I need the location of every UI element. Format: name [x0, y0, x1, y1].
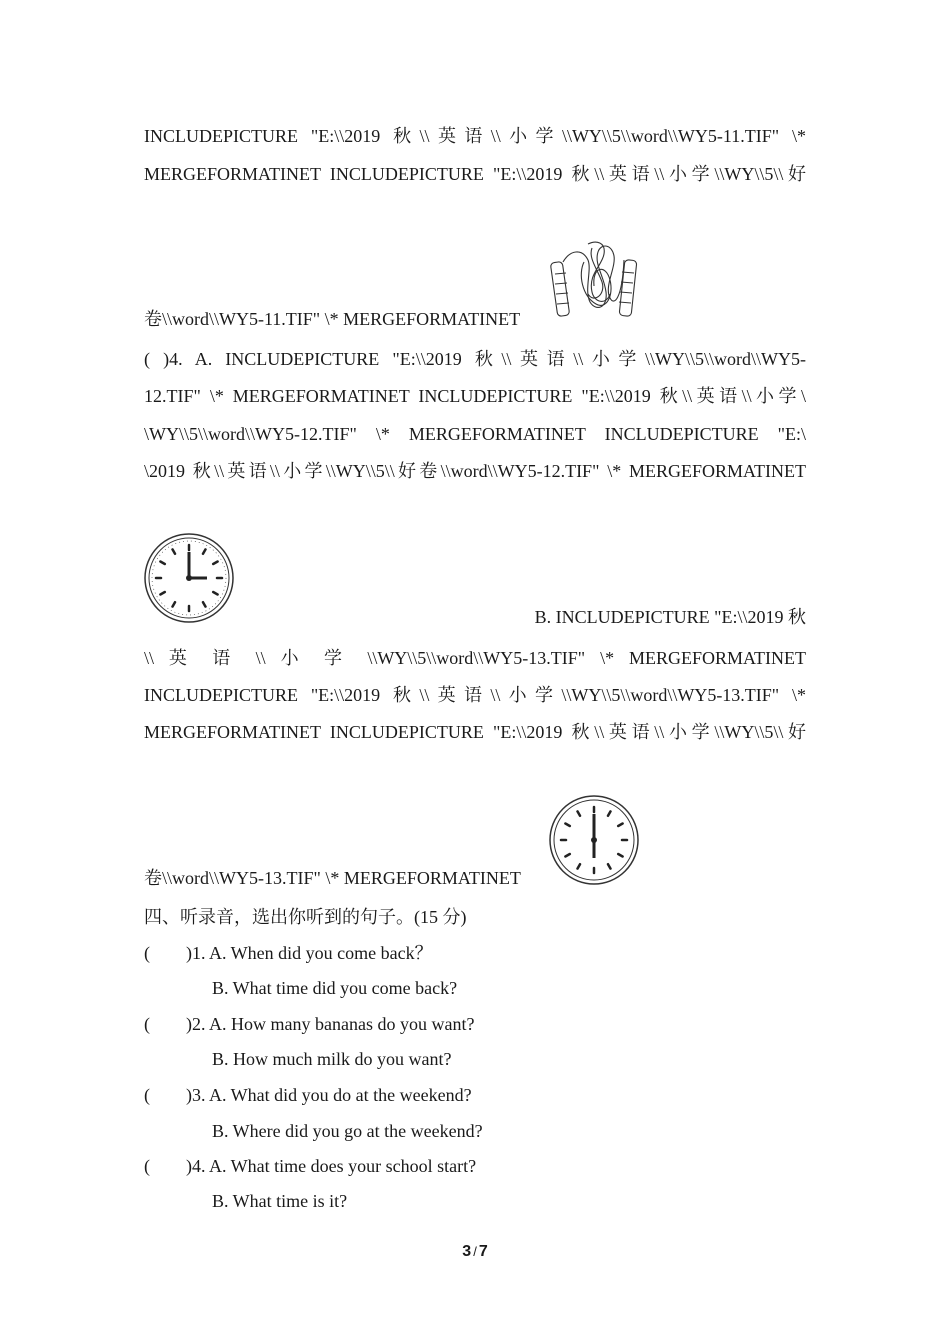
text-line: MERGEFORMATINET INCLUDEPICTURE "E:\\2019 秋\\英语\\小学\\WY\\5\\好: [144, 722, 806, 742]
text-line: \2019 秋\\英语\\小学\\WY\\5\\好卷\\word\\WY5-12.TIF" \* MERGEFORMATINET: [144, 461, 806, 481]
answer-blank: ( )3.: [144, 1085, 209, 1105]
answer-blank: ( )1.: [144, 943, 209, 963]
answer-blank: ( )4.: [144, 1156, 209, 1176]
question-3-option-b: B. Where did you go at the weekend?: [212, 1121, 483, 1141]
text-line: 卷\\word\\WY5-13.TIF" \* MERGEFORMATINET: [144, 868, 521, 888]
total-pages: 7: [478, 1243, 488, 1260]
question-1-option-b: B. What time did you come back?: [212, 978, 458, 998]
question-2-option-b: B. How much milk do you want?: [212, 1049, 452, 1069]
text-line: MERGEFORMATINET INCLUDEPICTURE "E:\\2019 秋\\英语\\小学\\WY\\5\\好: [144, 164, 806, 184]
text-line: INCLUDEPICTURE "E:\\2019 秋\\英语\\小学\\WY\\5\\word\\WY5-13.TIF" \*: [144, 685, 806, 705]
answer-blank: ( )2.: [144, 1014, 209, 1034]
section-heading: 四、听录音，选出你听到的句子。(15 分): [144, 907, 467, 927]
page-number: [0, 1243, 950, 1261]
text-line: \WY\\5\\word\\WY5-12.TIF" \* MERGEFORMATINET INCLUDEPICTURE "E:\: [144, 424, 806, 444]
question-3-option-a: ( )3. A. What did you do at the weekend?: [144, 1085, 472, 1105]
current-page: 3: [462, 1243, 472, 1260]
question-2-option-a: ( )2. A. How many bananas do you want?: [144, 1014, 475, 1034]
text-line: 卷\\word\\WY5-11.TIF" \* MERGEFORMATINET: [144, 309, 521, 329]
page-separator: /: [473, 1244, 477, 1259]
question-4-option-a: ( )4. A. What time does your school start?: [144, 1156, 477, 1176]
question-4-option-b: B. What time is it?: [212, 1191, 348, 1211]
text-line: 12.TIF" \* MERGEFORMATINET INCLUDEPICTURE "E:\\2019 秋\\英语\\小学\: [144, 386, 806, 406]
text-line: B. INCLUDEPICTURE "E:\\2019 秋: [534, 607, 806, 627]
text-line: INCLUDEPICTURE "E:\\2019 秋\\英语\\小学\\WY\\5\\word\\WY5-11.TIF" \*: [144, 126, 806, 146]
jump-rope-image: [548, 240, 642, 322]
question-1-option-a: ( )1. A. When did you come back？: [144, 943, 433, 963]
text-line: \\ 英 语 \\ 小 学 \\WY\\5\\word\\WY5-13.TIF" \* MERGEFORMATINET: [144, 648, 806, 668]
text-line: ( )4. A. INCLUDEPICTURE "E:\\2019 秋\\英语\\小学\\WY\\5\\word\\WY5-: [144, 349, 806, 369]
